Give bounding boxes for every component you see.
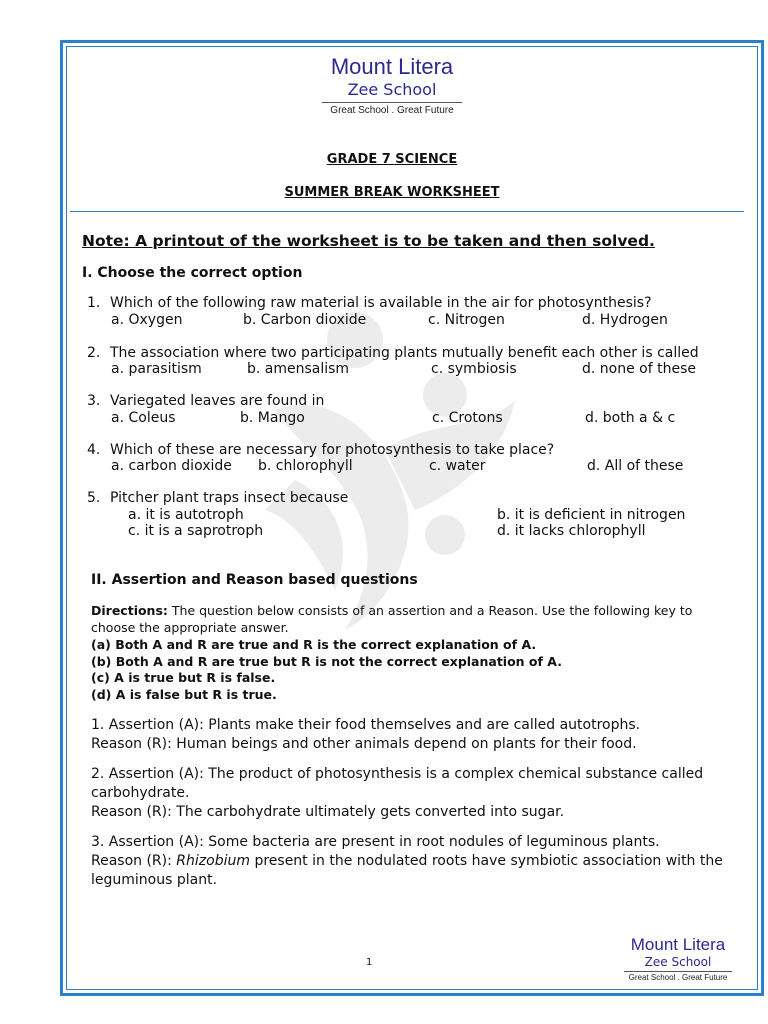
school-logo-bottom bbox=[624, 935, 732, 983]
reason-1: Reason (R): Human beings and other animals depend on plants for their food. bbox=[91, 736, 637, 752]
logo-name-line1: Mount Litera bbox=[330, 54, 454, 79]
logo-name-line1: Mount Litera bbox=[630, 935, 726, 954]
question-number: 5. bbox=[87, 490, 101, 506]
option-b: b. Carbon dioxide bbox=[243, 312, 367, 328]
option-b: b. it is deficient in nitrogen bbox=[497, 507, 686, 523]
question-text: Which of these are necessary for photosynthesis to take place? bbox=[110, 442, 555, 458]
answer-key-b: (b) Both A and R are true but R is not the correct explanation of A. bbox=[91, 654, 562, 669]
option-c: c. Crotons bbox=[432, 410, 503, 426]
question-text: Variegated leaves are found in bbox=[110, 393, 325, 409]
assertion-2: 2. Assertion (A): The product of photosynthesis is a complex chemical substance called carbohydrate. bbox=[91, 766, 704, 801]
answer-key-a: (a) Both A and R are true and R is the correct explanation of A. bbox=[91, 637, 537, 652]
option-d: d. it lacks chlorophyll bbox=[497, 523, 646, 539]
option-b: b. chlorophyll bbox=[258, 458, 353, 474]
worksheet-heading: SUMMER BREAK WORKSHEET bbox=[284, 185, 500, 200]
logo-tagline: Great School . Great Future bbox=[330, 105, 454, 116]
question-number: 2. bbox=[87, 345, 101, 361]
reason-3-italic: Rhizobium bbox=[176, 853, 250, 869]
logo-divider bbox=[624, 971, 732, 972]
question-number: 1. bbox=[87, 295, 101, 311]
option-c: c. Nitrogen bbox=[428, 312, 505, 328]
reason-2: Reason (R): The carbohydrate ultimately gets converted into sugar. bbox=[91, 804, 565, 820]
question-number: 3. bbox=[87, 393, 101, 409]
option-c: c. it is a saprotroph bbox=[128, 523, 264, 539]
option-c: c. symbiosis bbox=[431, 361, 517, 377]
option-d: d. All of these bbox=[587, 458, 684, 474]
question-text: Which of the following raw material is available in the air for photosynthesis? bbox=[110, 295, 652, 311]
directions-label: Directions: bbox=[91, 603, 168, 618]
directions bbox=[91, 602, 721, 636]
page-number: 1 bbox=[366, 957, 373, 968]
logo-name-line2: Zee School bbox=[644, 955, 712, 969]
question-text: Pitcher plant traps insect because bbox=[110, 490, 349, 506]
question-text: The association where two participating plants mutually benefit each other is called bbox=[110, 345, 699, 361]
option-a: a. Coleus bbox=[111, 410, 176, 426]
reason-3 bbox=[91, 852, 731, 890]
note-text: Note: A printout of the worksheet is to be taken and then solved. bbox=[82, 232, 655, 250]
assertion-1: 1. Assertion (A): Plants make their food themselves and are called autotrophs. bbox=[91, 717, 641, 733]
option-d: d. both a & c bbox=[585, 410, 676, 426]
option-a: a. it is autotroph bbox=[128, 507, 244, 523]
option-b: b. Mango bbox=[240, 410, 305, 426]
grade-heading: GRADE 7 SCIENCE bbox=[326, 152, 458, 167]
option-a: a. parasitism bbox=[111, 361, 202, 377]
school-logo-top bbox=[322, 54, 462, 117]
option-a: a. Oxygen bbox=[111, 312, 183, 328]
option-d: d. none of these bbox=[582, 361, 696, 377]
logo-tagline: Great School . Great Future bbox=[628, 973, 728, 982]
logo-name-line2: Zee School bbox=[347, 80, 437, 99]
section1-title: I. Choose the correct option bbox=[82, 265, 303, 281]
option-d: d. Hydrogen bbox=[582, 312, 668, 328]
question-number: 4. bbox=[87, 442, 101, 458]
option-a: a. carbon dioxide bbox=[111, 458, 232, 474]
assertion-3: 3. Assertion (A): Some bacteria are present in root nodules of leguminous plants. bbox=[91, 834, 660, 850]
logo-divider bbox=[322, 102, 462, 103]
answer-key-d: (d) A is false but R is true. bbox=[91, 687, 277, 702]
reason-3-prefix: Reason (R): bbox=[91, 853, 177, 869]
option-b: b. amensalism bbox=[247, 361, 350, 377]
section2-title: II. Assertion and Reason based questions bbox=[91, 572, 418, 588]
option-c: c. water bbox=[429, 458, 486, 474]
reason-3-suffix: present in the nodulated roots have symbiotic association with the leguminous plant. bbox=[91, 853, 723, 888]
header-divider bbox=[70, 211, 744, 212]
directions-text: The question below consists of an assertion and a Reason. Use the following key to choose the appropriate answer. bbox=[91, 603, 693, 635]
answer-key-c: (c) A is true but R is false. bbox=[91, 670, 276, 685]
